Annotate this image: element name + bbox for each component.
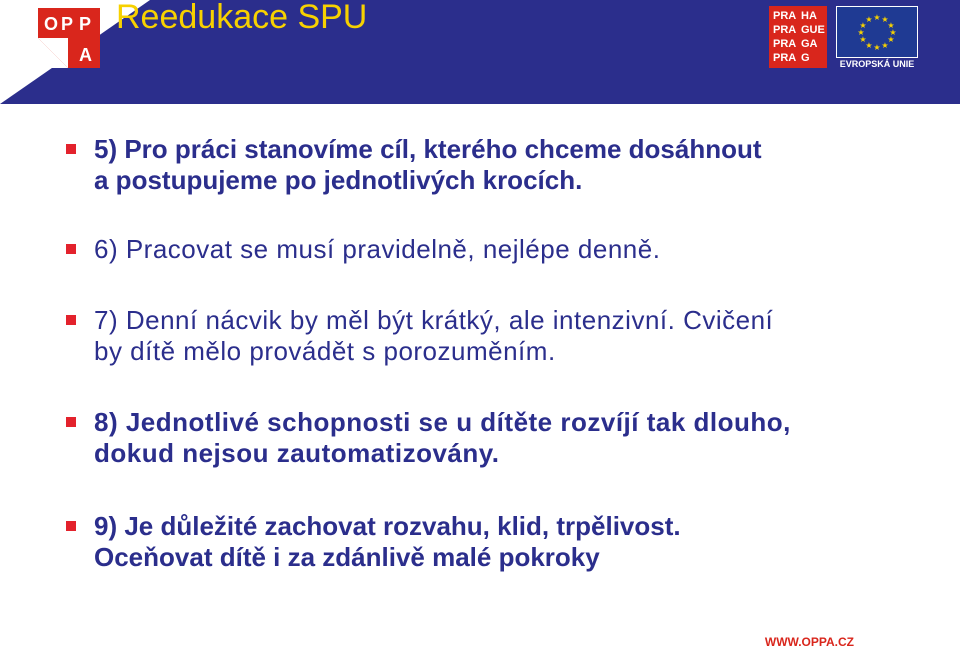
svg-text:★: ★ bbox=[873, 13, 881, 22]
list-item-line: 8) Jednotlivé schopnosti se u dítěte rozvíjí tak dlouho, bbox=[94, 407, 791, 437]
eu-logo bbox=[836, 6, 918, 70]
eu-flag-icon bbox=[836, 6, 918, 58]
svg-text:★: ★ bbox=[859, 35, 867, 44]
list-item-line: 7) Denní nácvik by měl být krátký, ale intenzivní. Cvičení bbox=[94, 305, 774, 335]
bullet-square-icon bbox=[66, 521, 76, 531]
prague-logo-text: PRA bbox=[773, 10, 797, 22]
list-item-line: 5) Pro práci stanovíme cíl, kterého chceme dosáhnout bbox=[94, 134, 762, 164]
oppa-letter-p1: P bbox=[61, 14, 74, 34]
eu-label: EVROPSKÁ UNIE bbox=[839, 59, 915, 69]
prague-logo-text: GUE bbox=[801, 24, 825, 36]
footer-url-link[interactable]: WWW.OPPA.CZ bbox=[764, 635, 854, 649]
svg-text:★: ★ bbox=[887, 21, 895, 30]
svg-text:★: ★ bbox=[865, 41, 873, 50]
list-item-line: 9) Je důležité zachovat rozvahu, klid, trpělivost. bbox=[94, 511, 681, 541]
prague-logo-text: PRA bbox=[773, 24, 797, 36]
list-item bbox=[66, 407, 936, 469]
page-title: Reedukace SPU bbox=[116, 0, 368, 36]
list-item-line: dokud nejsou zautomatizovány. bbox=[94, 438, 500, 468]
bullet-list bbox=[66, 134, 936, 573]
oppa-letter-p2: P bbox=[79, 14, 92, 34]
oppa-logo bbox=[38, 8, 100, 68]
list-item-line: Oceňovat dítě i za zdánlivě malé pokroky bbox=[94, 542, 600, 572]
svg-text:★: ★ bbox=[887, 35, 895, 44]
bullet-square-icon bbox=[66, 417, 76, 427]
svg-text:★: ★ bbox=[873, 43, 881, 52]
prague-logo-text: PRA bbox=[773, 52, 797, 64]
bullet-square-icon bbox=[66, 144, 76, 154]
list-item bbox=[66, 305, 936, 367]
svg-text:★: ★ bbox=[859, 21, 867, 30]
oppa-letter-o: O bbox=[44, 14, 59, 34]
svg-text:★: ★ bbox=[881, 41, 889, 50]
svg-text:★: ★ bbox=[857, 28, 865, 37]
svg-text:★: ★ bbox=[865, 15, 873, 24]
svg-text:★: ★ bbox=[881, 15, 889, 24]
prague-logo-text: PRA bbox=[773, 38, 797, 50]
prague-logo-text: HA bbox=[801, 10, 817, 22]
header-bar bbox=[0, 0, 960, 104]
oppa-letter-a: A bbox=[79, 45, 92, 65]
list-item bbox=[66, 511, 936, 573]
list-item-line: by dítě mělo provádět s porozuměním. bbox=[94, 336, 556, 366]
list-item bbox=[66, 234, 936, 265]
prague-logo-text: G bbox=[801, 52, 810, 64]
bullet-square-icon bbox=[66, 244, 76, 254]
list-item bbox=[66, 134, 936, 196]
list-item-line: a postupujeme po jednotlivých krocích. bbox=[94, 165, 583, 195]
prague-logo bbox=[769, 6, 827, 68]
prague-logo-text: GA bbox=[801, 38, 818, 50]
svg-text:★: ★ bbox=[889, 28, 897, 37]
list-item-line: 6) Pracovat se musí pravidelně, nejlépe denně. bbox=[94, 234, 661, 264]
bullet-square-icon bbox=[66, 315, 76, 325]
